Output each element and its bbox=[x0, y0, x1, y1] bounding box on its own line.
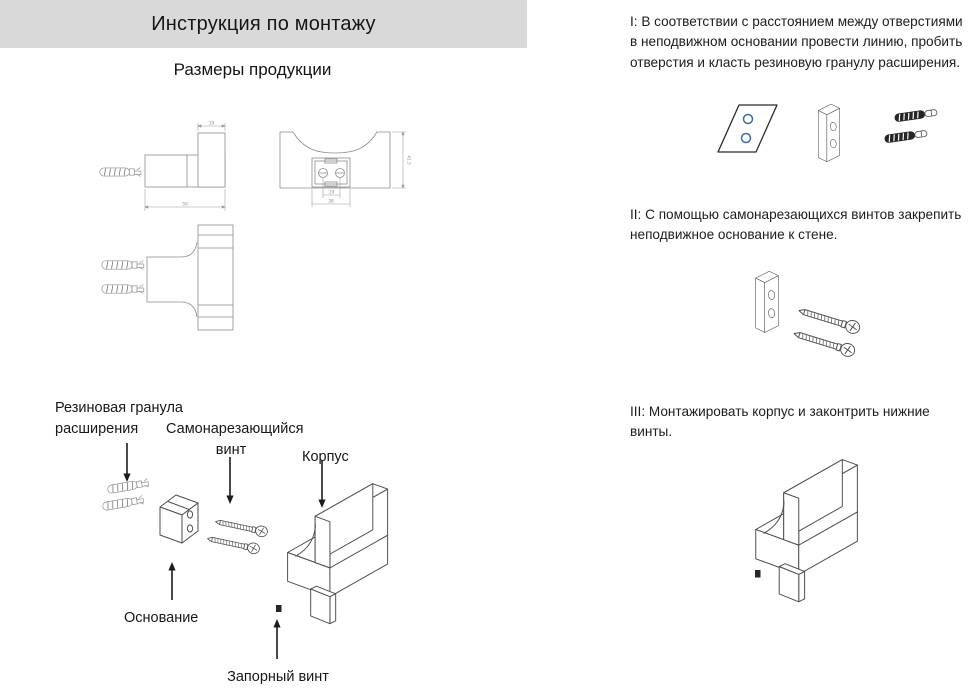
dimension-height bbox=[392, 132, 412, 188]
lock-screw-part bbox=[276, 605, 282, 612]
side-view-drawing bbox=[95, 106, 260, 218]
wall-anchor-icon bbox=[884, 129, 927, 143]
hook-body-part bbox=[288, 484, 388, 624]
step-1-text: I: В соответствии с расстоянием между отверстиями в неподвижном основании провести линию, пробить отверстия и класть резиновую гранулу расширения. bbox=[630, 14, 963, 70]
label-rubber-anchor: Резиновая гранула расширения bbox=[55, 400, 183, 437]
screw-icon bbox=[206, 533, 260, 554]
top-view-drawing bbox=[85, 222, 235, 334]
hook-body-part bbox=[756, 460, 858, 602]
wall-anchor-icon bbox=[102, 260, 144, 269]
front-view-drawing bbox=[266, 106, 416, 218]
label-self-tapping-screw: Самонарезающийся винт bbox=[166, 421, 304, 458]
wall-anchor-icon bbox=[894, 108, 937, 122]
arrow-up-icon bbox=[168, 562, 175, 600]
dimension-label: 41.5 bbox=[405, 155, 411, 165]
dimension-label: 50 bbox=[182, 202, 188, 208]
base-part bbox=[818, 104, 839, 162]
screw-icon bbox=[797, 304, 861, 335]
arrow-down-icon bbox=[226, 457, 233, 504]
arrow-up-icon bbox=[273, 619, 280, 659]
step-2-illustration bbox=[745, 258, 880, 363]
dimensions-subtitle: Размеры продукции bbox=[173, 60, 332, 79]
step-1-illustration bbox=[706, 96, 966, 174]
wall-anchor-icon bbox=[107, 478, 149, 494]
wall-surface bbox=[718, 105, 777, 152]
base-part bbox=[756, 271, 779, 332]
dimension-label: 38 bbox=[328, 199, 334, 205]
page-title: Инструкция по монтажу bbox=[151, 12, 376, 35]
screw-icon bbox=[214, 516, 268, 537]
exploded-diagram bbox=[40, 435, 420, 680]
wall-anchor-icon bbox=[102, 495, 144, 511]
base-part bbox=[160, 495, 198, 543]
dimension-bottom bbox=[145, 189, 225, 211]
drill-hole bbox=[742, 134, 751, 143]
step-3-illustration bbox=[738, 450, 883, 608]
wall-anchor-icon bbox=[100, 168, 141, 177]
arrow-down-icon bbox=[318, 460, 325, 508]
lock-screw-part bbox=[755, 570, 761, 578]
screw-icon bbox=[792, 327, 856, 358]
drill-hole bbox=[744, 115, 753, 124]
wall-anchor-icon bbox=[102, 284, 144, 293]
dimension-top bbox=[198, 120, 225, 131]
header-bar bbox=[0, 0, 527, 48]
dimension-label: 19 bbox=[208, 121, 215, 127]
step-2-text: II: С помощью самонарезающихся винтов закрепить неподвижное основание к стене. bbox=[630, 207, 962, 243]
label-body: Корпус bbox=[302, 449, 349, 465]
label-lock-screw: Запорный винт bbox=[227, 669, 329, 685]
step-3-text: III: Монтажировать корпус и законтрить нижние винты. bbox=[630, 404, 930, 440]
label-base: Основание bbox=[124, 610, 199, 626]
arrow-down-icon bbox=[123, 443, 130, 482]
dimension-label: 19 bbox=[328, 190, 335, 196]
